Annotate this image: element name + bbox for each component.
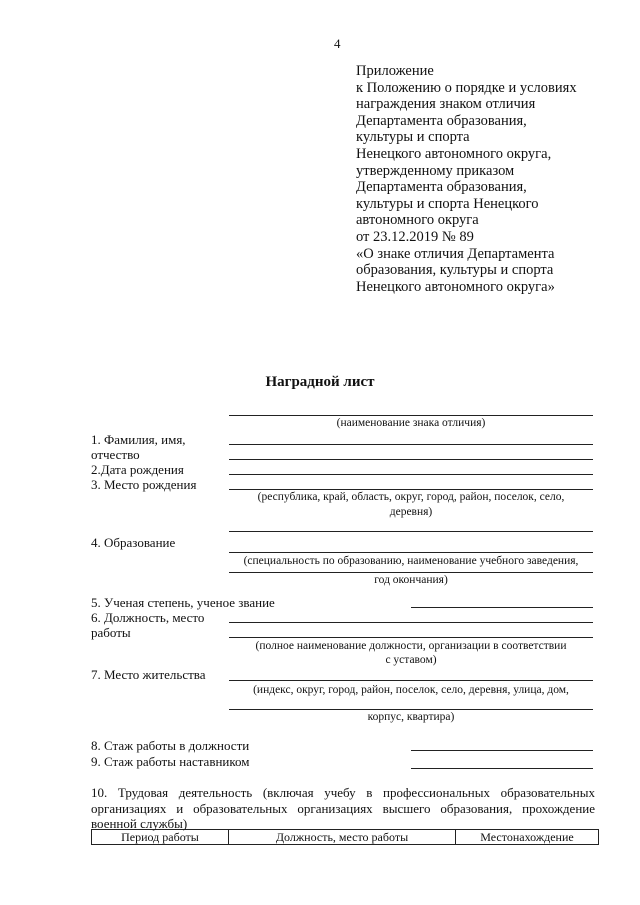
education-caption: (специальность по образованию, наименование учебного заведения, (243, 555, 579, 567)
field-fullname-label-cont: отчество (91, 447, 140, 462)
appendix-line: культуры и спорта Ненецкого (356, 195, 539, 212)
fullname-line[interactable] (229, 444, 593, 445)
field-position-label: 6. Должность, место (91, 610, 205, 625)
degree-line[interactable] (411, 607, 593, 608)
appendix-line: Департамента образования, (356, 179, 527, 196)
appendix-line: к Положению о порядке и условиях (356, 79, 577, 96)
field-birthdate-label: 2.Дата рождения (91, 462, 184, 477)
residence-caption: (индекс, округ, город, район, поселок, село, деревня, улица, дом, (253, 684, 569, 696)
appendix-line: Ненецкого автономного округа» (356, 278, 555, 295)
appendix-line: Ненецкого автономного округа, (356, 145, 552, 162)
field-education-label: 4. Образование (91, 535, 176, 550)
appendix-line: культуры и спорта (356, 129, 470, 146)
residence-caption: корпус, квартира) (367, 711, 455, 723)
page-number: 4 (334, 36, 341, 51)
field-position-label-cont: работы (91, 625, 131, 640)
field-fullname-label: 1. Фамилия, имя, (91, 432, 186, 447)
document-title: Наградной лист (265, 374, 375, 390)
birthplace-line[interactable] (229, 531, 593, 532)
appendix-line: Департамента образования, (356, 112, 527, 129)
education-line[interactable] (229, 552, 593, 553)
award-name-caption: (наименование знака отличия) (336, 417, 486, 429)
appendix-line: автономного округа (356, 212, 479, 229)
field-experience-label: 8. Стаж работы в должности (91, 738, 250, 753)
appendix-line: образования, культуры и спорта (356, 262, 554, 279)
field-mentoring-label: 9. Стаж работы наставником (91, 754, 250, 769)
birthplace-caption: деревня) (389, 506, 433, 518)
appendix-line: от 23.12.2019 № 89 (356, 228, 474, 245)
work-history-table (91, 829, 599, 845)
field-birthplace-label: 3. Место рождения (91, 477, 197, 492)
col-period: Период работы (92, 830, 229, 845)
col-location: Местонахождение (456, 830, 599, 845)
birthdate-line[interactable] (229, 474, 593, 475)
section-10-text: 10. Трудовая деятельность (включая учебу в профессиональных образовательных организациях и образовательных организациях высшего образования, прохождение военной службы) (91, 785, 595, 831)
appendix-line: «О знаке отличия Департамента (356, 245, 555, 262)
position-caption: с уставом) (385, 654, 437, 666)
field-degree-label: 5. Ученая степень, ученое звание (91, 595, 275, 610)
birthplace-caption: (республика, край, область, округ, город, район, поселок, село, (257, 491, 565, 503)
appendix-line: награждения знаком отличия (356, 96, 536, 113)
position-line[interactable] (229, 622, 593, 623)
birthplace-line[interactable] (229, 489, 593, 490)
position-caption: (полное наименование должности, организации в соответствии (255, 640, 567, 652)
appendix-line: утвержденному приказом (356, 162, 515, 179)
residence-line[interactable] (229, 709, 593, 710)
education-caption: год окончания) (374, 574, 448, 586)
residence-line[interactable] (229, 680, 593, 681)
mentoring-line[interactable] (411, 768, 593, 769)
field-residence-label: 7. Место жительства (91, 667, 206, 682)
position-line[interactable] (229, 637, 593, 638)
col-position: Должность, место работы (229, 830, 456, 845)
appendix-header (356, 63, 577, 295)
appendix-line: Приложение (356, 63, 434, 79)
experience-line[interactable] (411, 750, 593, 751)
education-line[interactable] (229, 572, 593, 573)
table-header-row (92, 830, 599, 845)
award-name-line[interactable] (229, 415, 593, 416)
fullname-line[interactable] (229, 459, 593, 460)
